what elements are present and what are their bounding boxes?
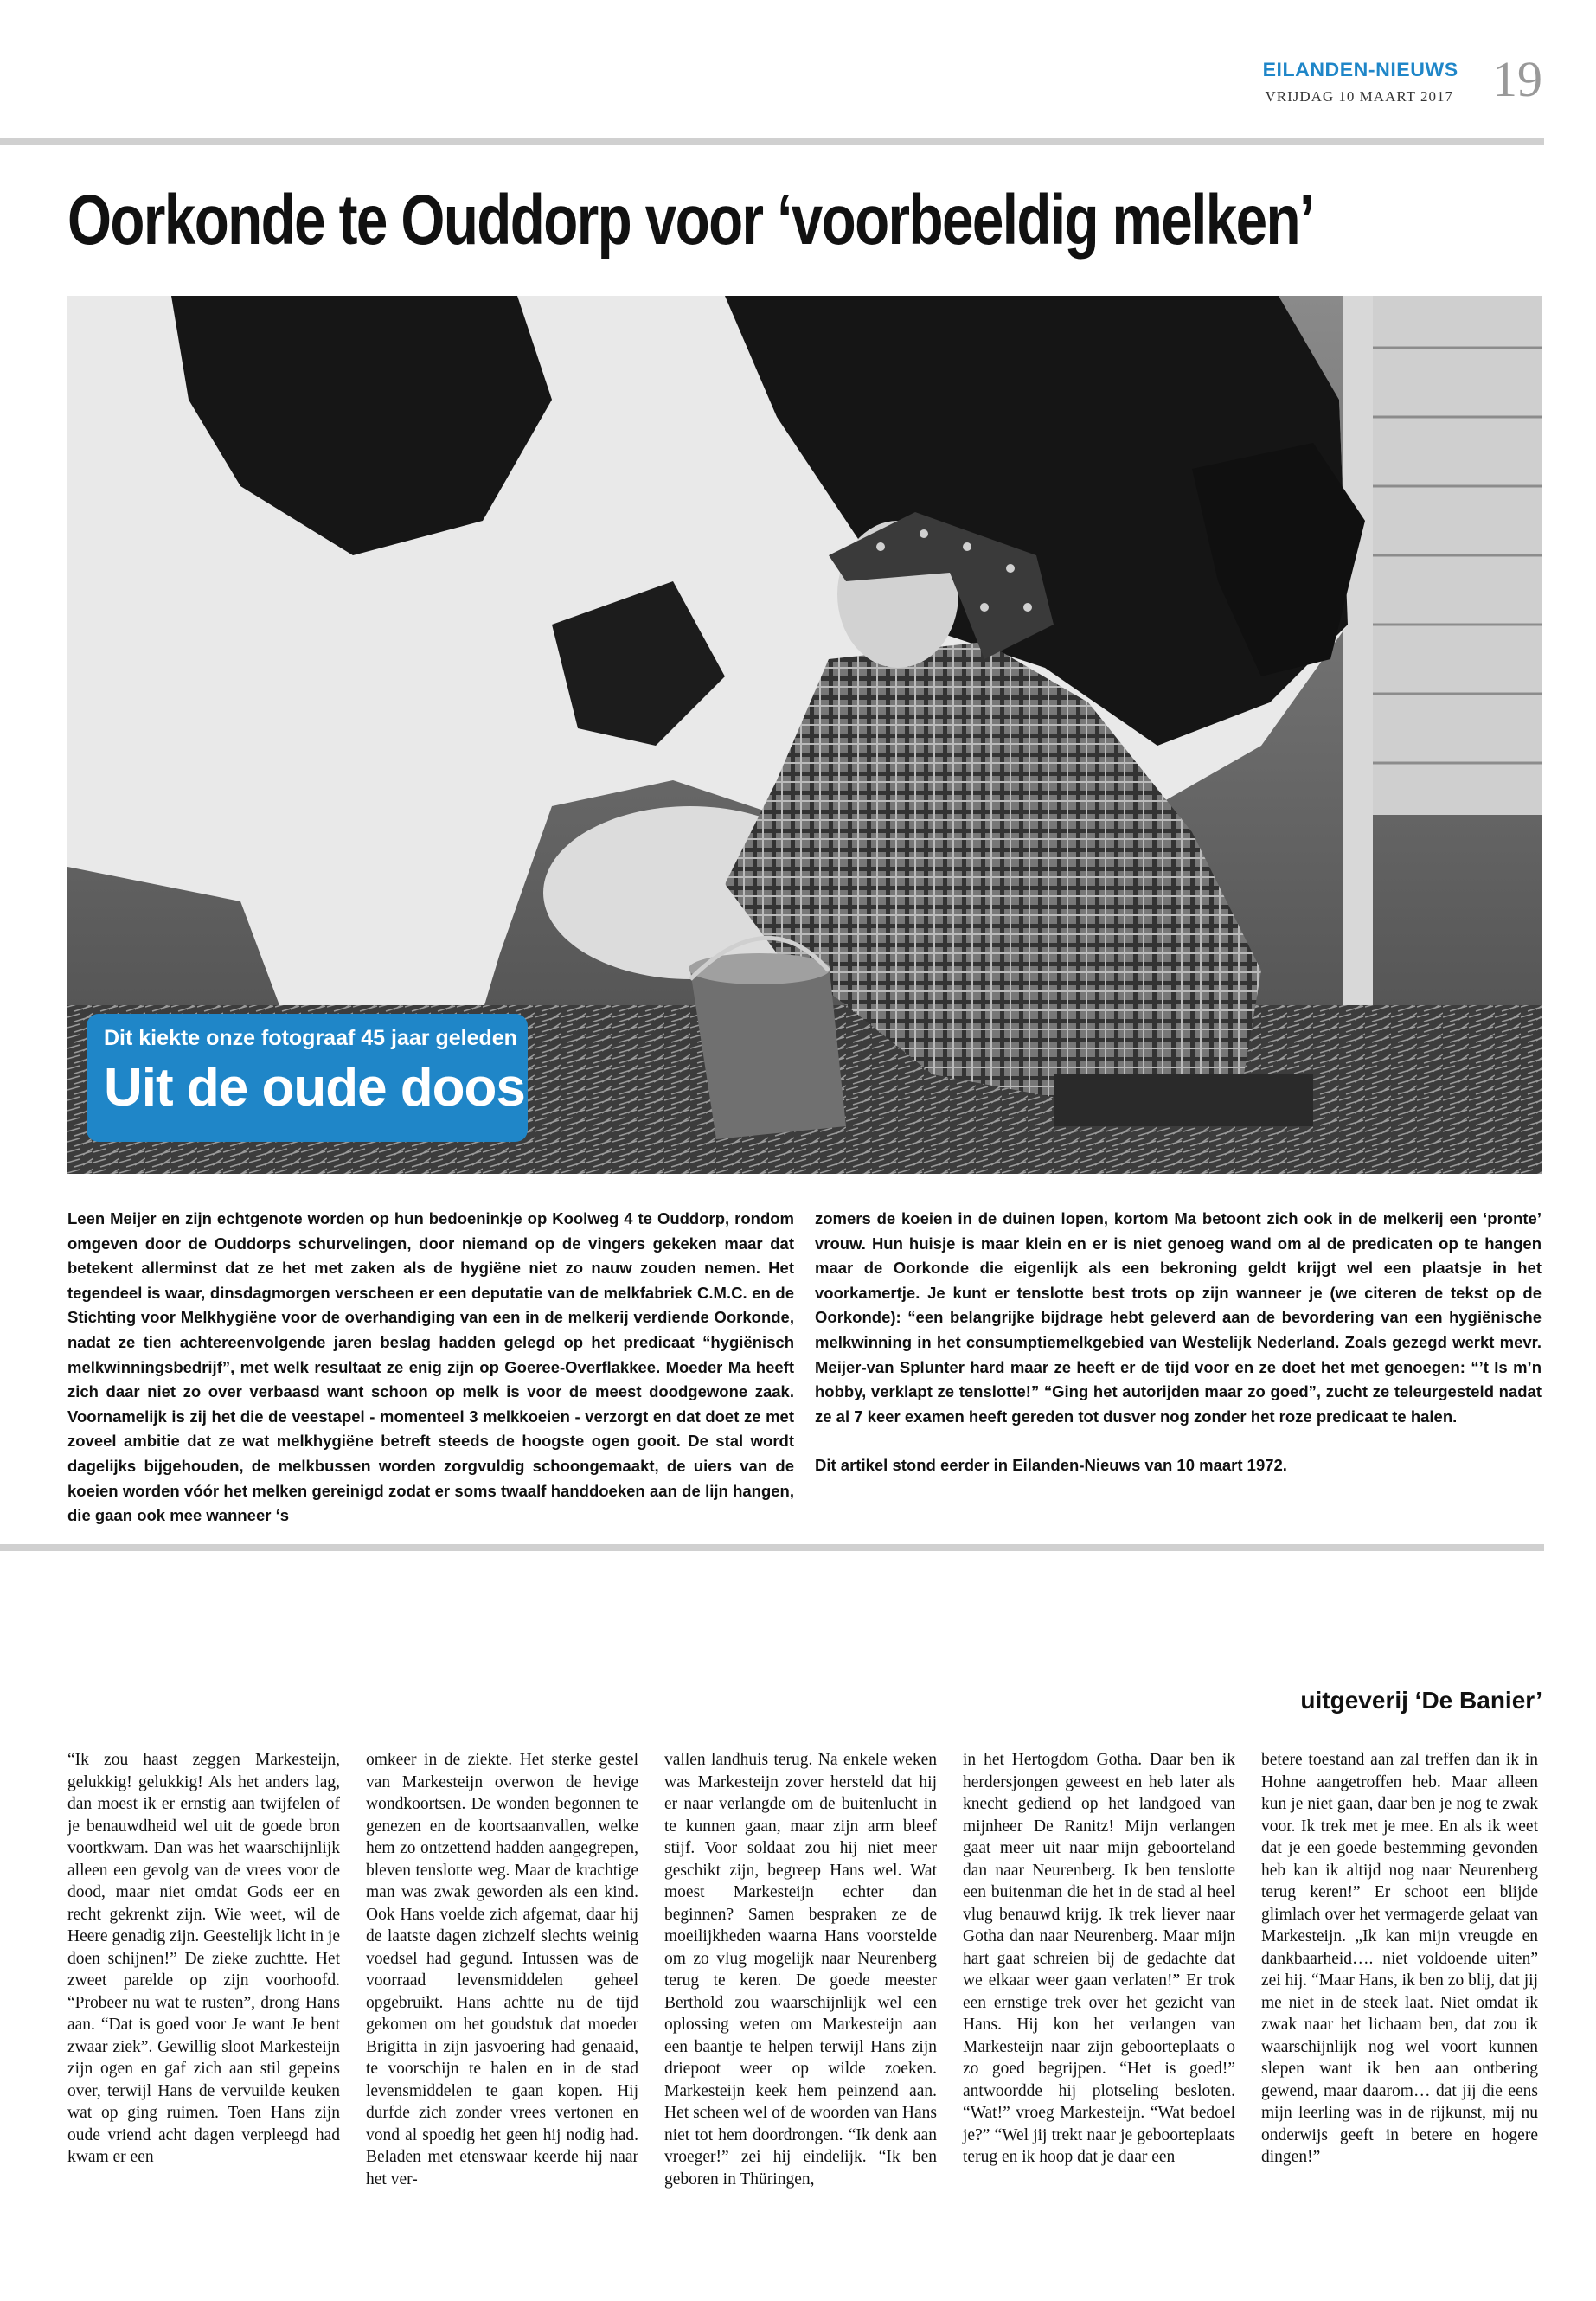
story-column-4 [963, 1749, 1235, 2169]
story-column-1 [67, 1749, 340, 2169]
story-column-5 [1261, 1749, 1538, 2169]
article-column-left [67, 1207, 794, 1553]
story-text: in het Hertogdom Gotha. Daar ben ik herdersjongen geweest en heb later als knecht gediend op het landgoed van mijnheer De Ranitz! Mijn verlangen gaat meer uit naar mijn geboorteland dan naar Neurenberg. Ik ben tenslotte een buitenman die het in de stad al heel vlug benauwd krijg. Ik trek liever naar Gotha dan naar Neurenberg. Maar mijn hart gaat schreien bij de gedachte dat we elkaar weer gaan verlaten!” Er trok een ernstige trek over het gezicht van Hans. Hij kon het verlangen van Markesteijn naar zijn geboorteplaats o zo goed begrijpen. “Het is goed!” antwoordde hij plotseling besloten. “Wat!” vroeg Markesteijn. “Wat bedoel je?” “Wel jij trekt naar je geboorteplaats terug en ik hoop dat je daar een [963, 1751, 1235, 2166]
caption-title: Uit de oude doos [104, 1058, 525, 1118]
masthead [0, 0, 1596, 147]
issue-date: VRIJDAG 10 MAART 2017 [1265, 88, 1453, 105]
top-divider [0, 138, 1544, 145]
story-text: betere toestand aan zal treffen dan ik in Hohne aangetroffen heb. Maar alleen kun je niet gaan, daar ben je nog te zwak voor. Ik trek met je mee. En als ik weet dat je een goede bestemming gevonden heb kan ik altijd nog naar Neurenberg terug keren!” Er schoot een blijde glimlach over het vermagerde gelaat van Markesteijn. „Ik kan mijn vreugde en dankbaarheid…. niet voldoende uiten” zei hij. “Maar Hans, ik ben zo blij, dat jij me niet in de steek laat. Niet omdat ik zwak naar het lichaam ben, dat zou ik waarschijnlijk nog wel voort kunnen slepen want ik ben aan ontbering gewend, maar daarom… dat jij die eens mijn leerling was in de rijkunst, mij nu onderwijs geeft in betere en hogere dingen!” [1261, 1751, 1538, 2166]
caption-kicker: Dit kiekte onze fotograaf 45 jaar geleden [104, 1026, 517, 1050]
article-paragraph: Leen Meijer en zijn echtgenote worden op hun bedoeninkje op Koolweg 4 te Ouddorp, rondom omgeven door de Ouddorps schurvelingen, door niemand op de vingers gekeken maar dat betekent allerminst dat ze het met zaken als de hygiëne niet zo nauw zouden nemen. Het tegendeel is waar, dinsdagmorgen verscheen er een deputatie van de melkfabriek C.M.C. en de Stichting voor Melkhygiëne voor de overhandiging van een in de melkerij verdiende Oorkonde, nadat ze tien achtereenvolgende jaren beslag hadden gelegd op het predicaat “hygiënisch melkwinningsbedrijf”, met welk resultaat ze enig zijn op Goeree-Overflakkee. Moeder Ma heeft zich daar niet zo over verbaasd want schoon op melk is voor de meest doodgewone zaak. Voornamelijk is zij het die de veestapel - momenteel 3 melkkoeien - verzorgt en dat doet ze met zoveel ambitie dat ze wat melkhygiëne betreft steeds de hoogste ogen gooit. De stal wordt dagelijks bijgehouden, de melkbussen worden zorgvuldig schoongemaakt, de uiers van de koeien worden vóór het melken gereinigd zodat er soms twaalf handdoeken aan de lijn hangen, die gaan ook mee wanneer ‘s [67, 1209, 794, 1525]
section-divider [0, 1544, 1544, 1551]
story-column-3 [664, 1749, 937, 2190]
story-text: vallen landhuis terug. Na enkele weken was Markesteijn zover hersteld dat hij er naar verlangde om de buitenlucht in te kunnen gaan, maar zijn arm bleef stijf. Voor soldaat zou hij niet meer geschikt zijn, begreep Hans wel. Wat moest Markesteijn echter dan beginnen? Samen bespraken ze de moeilijkheden waarna Hans voorstelde om zo vlug mogelijk naar Neurenberg terug te keren. De goede meester Berthold zou waarschijnlijk wel een oplossing weten om Markesteijn aan een baantje te helpen terwijl Hans zijn driepoot weer op wilde zoeken. Markesteijn keek hem peinzend aan. Het scheen wel of de woorden van Hans niet tot hem doordrongen. “Ik denk aan vroeger!” zei hij eindelijk. “Ik ben geboren in Thüringen, [664, 1751, 937, 2189]
publisher-label: uitgeverij ‘De Banier’ [1300, 1687, 1542, 1714]
story-text: “Ik zou haast zeggen Markesteijn, gelukkig! gelukkig! Als het anders lag, dan moest ik er ernstig aan twijfelen of je benauwdheid wel uit de goede bron voortkwam. Dan was het waarschijnlijk alleen een gevolg van de vrees voor de dood, maar niet omdat Gods eer en recht gekrenkt zijn. Wie weet, wil de Heere genadig zijn. Geestelijk licht in je doen schijnen!” De zieke zuchtte. Het zweet parelde op zijn voorhoofd. “Probeer nu wat te rusten”, drong Hans aan. “Dat is goed voor Je want Je bent zwaar ziek”. Gewillig sloot Markesteijn zijn ogen en gaf zich aan stil gepeins over, terwijl Hans de vervuilde keuken wat op ging ruimen. Toen Hans zijn oude vriend acht dagen verpleegd had kwam er een [67, 1751, 340, 2166]
page-number: 19 [1492, 51, 1542, 107]
article-footnote: Dit artikel stond eerder in Eilanden-Nieuws van 10 maart 1972. [815, 1456, 1287, 1475]
article-column-right [815, 1207, 1542, 1503]
newspaper-brand: EILANDEN-NIEUWS [1262, 59, 1458, 80]
headline: Oorkonde te Ouddorp voor ‘voorbeeldig melken’ [67, 181, 1314, 260]
caption-box [87, 1014, 528, 1142]
article-paragraph: zomers de koeien in de duinen lopen, kortom Ma betoont zich ook in de melkerij een ‘pronte’ vrouw. Hun huisje is maar klein en er is niet genoeg wand om al de predicaten op te hangen maar de Oorkonde die eigenlijk als een bekroning geldt krijgt wel een plaatsje in het voorkamertje. Je kunt er tenslotte best trots op zijn wanneer je (we citeren de tekst op de Oorkonde): “een belangrijke bijdrage hebt geleverd aan de bevordering van een hygiënische melkwinning in het consumptiemelkgebied van Westelijk Nederland. Zoals gezegd werkt mevr. Meijer-van Splunter hard maar ze heeft er de tijd voor en ze doet het met genoegen: “’t Is m’n hobby, verklapt ze tenslotte!” “Ging het autorijden maar zo goed”, zucht ze teleurgesteld nadat ze al 7 keer examen heeft gereden tot dusver nog zonder het roze predicaat te halen. [815, 1209, 1542, 1426]
story-column-2 [366, 1749, 638, 2190]
story-text: omkeer in de ziekte. Het sterke gestel van Markesteijn overwon de hevige wondkoortsen. De wonden begonnen te genezen en de koortsaanvallen, welke hem zo ontzettend hadden aangegrepen, bleven tenslotte weg. Maar de krachtige man was zwak geworden als een kind. Ook Hans voelde zich afgemat, daar hij de laatste dagen zichzelf slechts weinig voedsel had gegund. Intussen was de voorraad levensmiddelen geheel opgebruikt. Hans achtte nu de tijd gekomen om het goudstuk dat moeder Brigitta in zijn jasvoering had genaaid, te voorschijn te halen en in de stad levensmiddelen te gaan kopen. Hij durfde zich zonder vrees vertonen en vond al spoedig het geen hij nodig had. Beladen met etenswaar keerde hij naar het ver- [366, 1751, 638, 2189]
